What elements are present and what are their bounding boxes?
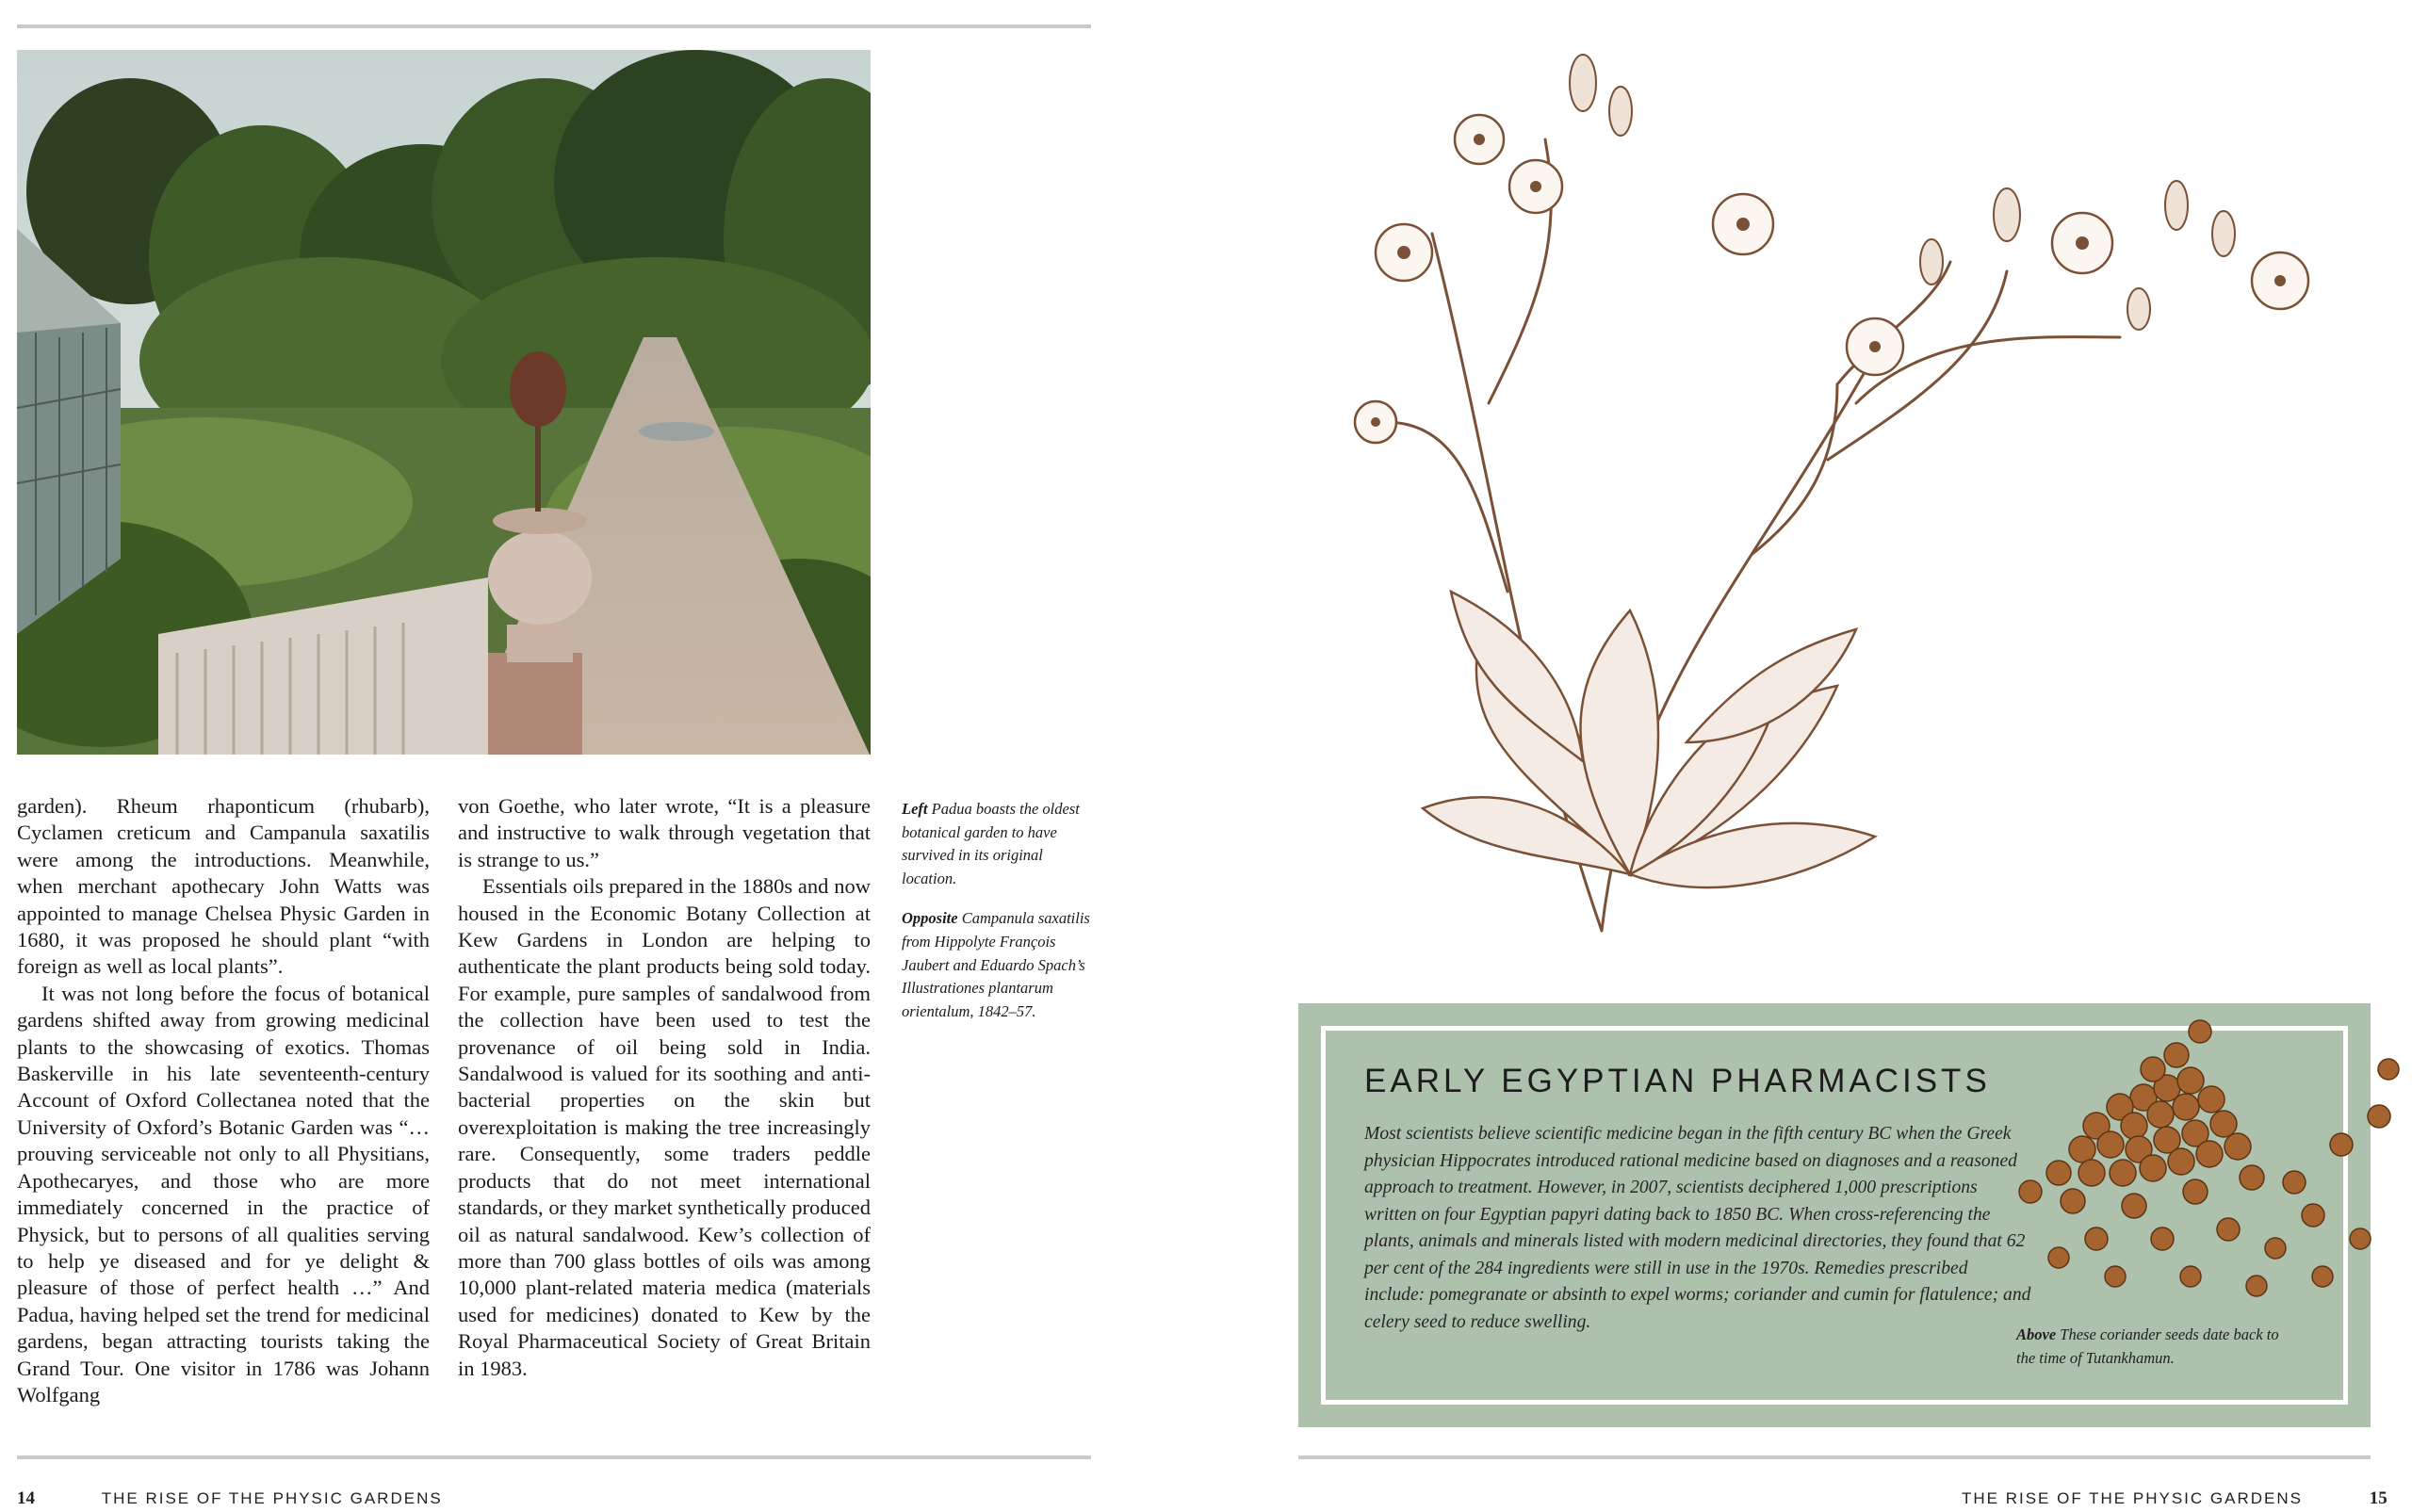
footer-right	[1962, 1488, 2388, 1509]
caption-left-label: Left	[902, 800, 928, 818]
bottom-rule-left	[17, 1455, 1091, 1459]
column2-paragraph-1: von Goethe, who later wrote, “It is a pleasure and instructive to walk through vegetation that is strange to us.”	[458, 794, 871, 871]
page-number-left: 14	[17, 1488, 35, 1508]
body-column-1	[17, 793, 430, 1408]
top-rule-left	[17, 24, 1091, 28]
sidebar-text: Most scientists believe scientific medicine began in the fifth century BC when the Greek physician Hippocrates introduced rational medicine based on diagnoses and a reasoned approach to treatment. However, in 2007, scientists deciphered 1,000 prescriptions written on four Egyptian papyri dating back to 1850 BC. When cross-referencing the plants, animals and minerals listed with modern medicinal directories, they found that 62 per cent of the 284 ingredients were still in use in the 1970s. Remedies prescribed include: pomegranate or absinth to expel worms; coriander and cumin for flatulence; and celery seed to reduce swelling.	[1364, 1124, 2031, 1332]
caption-left	[902, 798, 1090, 890]
caption-opposite-text: Campanula saxatilis from Hippolyte François Jaubert and Eduardo Spach’s Illustrationes plantarum orientalum, 1842–57.	[902, 909, 1090, 1020]
seed-caption-text: These coriander seeds date back to the time of Tutankhamun.	[2016, 1325, 2279, 1367]
column1-paragraph-1: garden). Rheum rhaponticum (rhubarb), Cyclamen creticum and Campanula saxatilis were among the introductions. Meanwhile, when merchant apothecary John Watts was appointed to manage Chelsea Physic Garden in 1680, it was proposed he should plant “with foreign as well as local plants”.	[17, 794, 430, 979]
caption-opposite	[902, 907, 1090, 1023]
sidebar-title: EARLY EGYPTIAN PHARMACISTS	[1364, 1063, 1991, 1099]
caption-left-text: Padua boasts the oldest botanical garden to have survived in its original location.	[902, 800, 1080, 887]
body-column-2	[458, 793, 871, 1382]
running-head-left: THE RISE OF THE PHYSIC GARDENS	[101, 1489, 443, 1507]
footer-left	[17, 1488, 443, 1509]
seed-caption	[2016, 1324, 2280, 1370]
caption-opposite-label: Opposite	[902, 909, 958, 928]
column2-paragraph-2: Essentials oils prepared in the 1880s and now housed in the Economic Botany Collection at Kew Gardens in London are helping to authenticate the plant products being sold today. For example, pure samples of sandalwood from the collection have been used to test the provenance of oil being sold in India. Sandalwood is valued for its soothing and anti-bacterial properties on the skin but overexploitation is making the tree increasingly rare. Consequently, some traders peddle products that do not meet international standards, or they market synthetically produced oil as natural sandalwood. Kew’s collection of more than 700 glass bottles of oils was among 10,000 plant-related materia medica (materials used for medicines) donated to Kew by the Royal Pharmaceutical Society of Great Britain in 1983.	[458, 874, 871, 1380]
campanula-illustration	[1347, 26, 2327, 959]
garden-photo-graphic	[17, 50, 871, 755]
seed-caption-label: Above	[2016, 1325, 2057, 1343]
running-head-right: THE RISE OF THE PHYSIC GARDENS	[1962, 1489, 2303, 1507]
bottom-rule-right	[1298, 1455, 2371, 1459]
photo-captions	[902, 798, 1090, 1040]
padua-garden-photo	[17, 50, 871, 755]
page-number-right: 15	[2369, 1488, 2388, 1508]
column1-paragraph-2: It was not long before the focus of botanical gardens shifted away from growing medicinal plants to the showcasing of exotics. Thomas Baskerville in his late seventeenth-century Account of Oxford Collectanea noted that the University of Oxford’s Botanic Garden was “… prouving serviceable not only to all Physitians, Apothecaryes, and those who are more immediately concerned in the practice of Physick, but to persons of all qualities serving to help ye diseased and for ye delight & pleasure of those of perfect health …” And Padua, having helped set the trend for medicinal gardens, began attracting tourists taking the Grand Tour. One visitor in 1786 was Johann Wolfgang	[17, 981, 430, 1406]
coriander-seeds-photo	[2002, 1013, 2407, 1314]
